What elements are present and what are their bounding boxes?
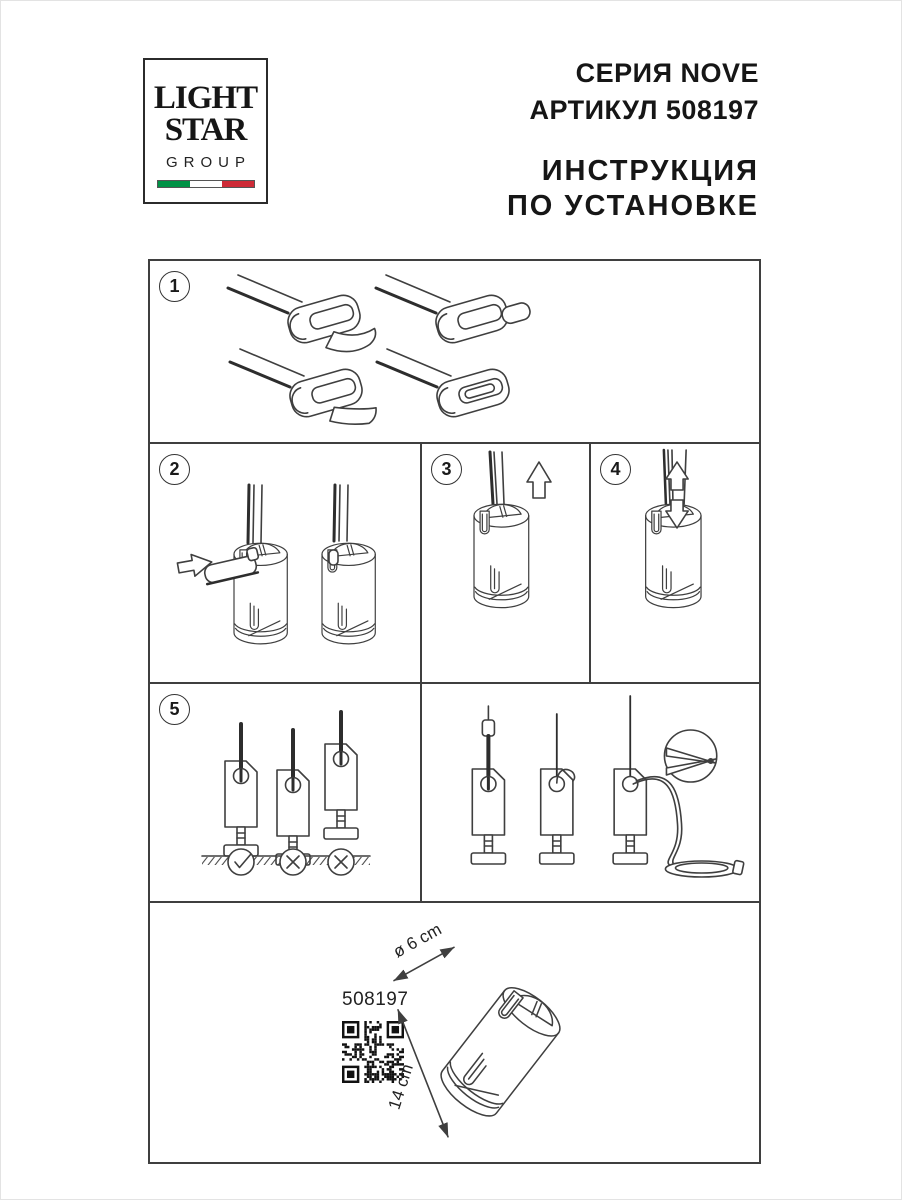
product-info-panel — [150, 903, 759, 1162]
product-dimensions-illustration — [150, 903, 759, 1162]
step-1-panel — [150, 261, 759, 444]
step-5-badge: 5 — [159, 694, 190, 725]
step-4-panel — [591, 444, 759, 684]
step-4-badge: 4 — [600, 454, 631, 485]
logo-text-light: LIGHT — [153, 80, 258, 116]
excess-cable-panel — [422, 684, 759, 903]
check-icon — [228, 849, 254, 875]
step-5-illustration — [150, 684, 420, 901]
header-titles — [507, 58, 759, 224]
article-title: АРТИКУЛ 508197 — [529, 95, 759, 126]
instruction-grid — [148, 259, 761, 1164]
logo-text-group: GROUP — [165, 153, 251, 171]
instruction-title: ИНСТРУКЦИЯ ПО УСТАНОВКЕ — [506, 155, 759, 222]
article-code: 508197 — [342, 989, 409, 1010]
arrow-up-icon — [527, 462, 551, 498]
lightstar-logo — [143, 58, 268, 204]
step-3-panel — [422, 444, 591, 684]
series-title: СЕРИЯ NOVE — [575, 58, 759, 88]
step-5-panel — [150, 684, 422, 903]
scissors-icon — [664, 730, 716, 782]
step-2-badge: 2 — [159, 454, 190, 485]
diameter-dimension-label: ø 6 cm — [390, 919, 445, 962]
step-3-badge: 3 — [431, 454, 462, 485]
height-dimension-label: 14 cm — [384, 1061, 417, 1112]
logo-text-star: STAR — [164, 112, 247, 149]
step-1-illustration — [150, 261, 759, 442]
step-2-illustration — [150, 444, 420, 682]
cross-icon — [328, 849, 354, 875]
italian-flag-bar — [157, 180, 255, 188]
step-1-badge: 1 — [159, 271, 190, 302]
excess-cable-illustration — [422, 684, 759, 901]
step-2-panel — [150, 444, 422, 684]
cross-icon — [280, 849, 306, 875]
